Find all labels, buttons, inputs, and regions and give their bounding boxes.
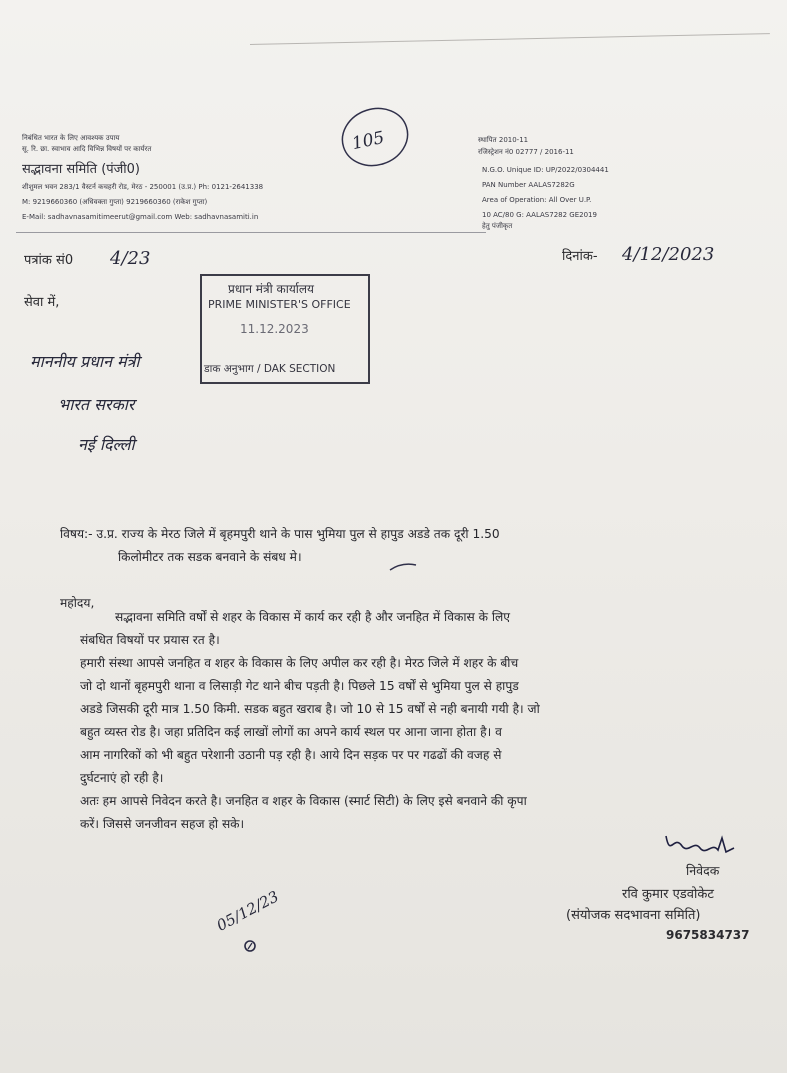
subject-line2: किलोमीटर तक सडक बनवाने के संबध मे। (118, 550, 302, 564)
paper-fold-line (250, 33, 770, 45)
letterhead-email-web: E-Mail: sadhavnasamitimeerut@gmail.com Web: sadhavnasamiti.in (22, 213, 259, 221)
signatory-title: (संयोजक सदभावना समिति) (566, 908, 701, 923)
signatory-name: रवि कुमार एडवोकेट (622, 887, 714, 902)
stamp-line4: डाक अनुभाग / DAK SECTION (204, 363, 336, 375)
established-year: स्थापित 2010-11 (478, 136, 529, 144)
date-value: 4/12/2023 (622, 244, 715, 265)
organization-name: सद्भावना समिति (पंजी0) (22, 162, 141, 177)
letterhead-divider (16, 232, 486, 233)
circled-number: 105 (350, 127, 387, 155)
date-label: दिनांक- (562, 249, 598, 264)
body-line-4: जो दो थानों बृहमपुरी थाना व लिसाड़ी गेट थाने बीच पड़ती है। पिछले 15 वर्षों से भुमिया पुल से हापुड (80, 679, 519, 693)
registration-footnote: हेतु पंजीकृत (482, 222, 513, 230)
body-line-3: हमारी संस्था आपसे जनहित व शहर के विकास के लिए अपील कर रही है। मेरठ जिले में शहर के बीच (80, 656, 519, 670)
salutation: महोदय, (60, 596, 95, 610)
signatory-phone: 9675834737 (666, 928, 750, 942)
letterhead-mobile: M: 9219660360 (अधिवक्ता गुप्ता) 9219660360 (राकेश गुप्ता) (22, 198, 208, 206)
stamp-line2: PRIME MINISTER'S OFFICE (208, 298, 351, 311)
pmo-received-stamp (200, 274, 370, 384)
letterhead-address: शीशुमल भवन 283/1 वैस्टर्न कचहरी रोड, मेरठ - 250001 (उ.प्र.) Ph: 0121-2641338 (22, 183, 264, 191)
marginal-circle-mark (240, 936, 260, 956)
pan-number: PAN Number AALAS7282G (482, 181, 575, 189)
body-line-2: संबधित विषयों पर प्रयास रत है। (80, 633, 220, 647)
stamp-line1: प्रधान मंत्री कार्यालय (228, 282, 315, 296)
addressee-line2: भारत सरकार (58, 395, 135, 414)
marginal-date-note: 05/12/23 (213, 887, 282, 935)
ngo-id: N.G.O. Unique ID: UP/2022/0304441 (482, 166, 609, 174)
body-line-5: अडडे जिसकी दूरी मात्र 1.50 किमी. सडक बहुत खराब है। जो 10 से 15 वर्षों से नही बनायी गयी है। जो (80, 702, 540, 716)
stamp-date: 11.12.2023 (240, 322, 309, 336)
closing-nivedak: निवेदक (686, 863, 720, 878)
signature (660, 828, 740, 864)
letterhead-line2: सू. रि. छा. स्वाभाव आदि विभिन्न विषयों पर कार्यरत (22, 145, 152, 153)
tax-exemption: 10 AC/80 G: AALAS7282 GE2019 (482, 211, 597, 219)
seva-mein: सेवा में, (24, 295, 60, 310)
body-line-10: करें। जिससे जनजीवन सहज हो सके। (80, 817, 245, 831)
letter-number-value: 4/23 (110, 248, 151, 269)
registration-number: रजिस्ट्रेशन नं0 02777 / 2016-11 (478, 148, 574, 156)
addressee-line1: माननीय प्रधान मंत्री (30, 352, 140, 371)
body-line-9: अतः हम आपसे निवेदन करते है। जनहित व शहर के विकास (स्मार्ट सिटी) के लिए इसे बनवाने की कृपा (80, 794, 527, 808)
addressee-line3: नई दिल्ली (78, 435, 135, 454)
pen-tick-mark (388, 560, 418, 574)
area-of-operation: Area of Operation: All Over U.P. (482, 196, 592, 204)
body-line-1: सद्भावना समिति वर्षों से शहर के विकास में कार्य कर रही है और जनहित में विकास के लिए (115, 610, 510, 624)
body-line-6: बहुत व्यस्त रोड है। जहा प्रतिदिन कई लाखों लोगों का अपने कार्य स्थल पर आना जाना होता है। व (80, 725, 502, 739)
letterhead-line1: निबंधित भारत के लिए आवश्यक उपाय (22, 134, 120, 142)
body-line-8: दुर्घटनाएं हो रही है। (80, 771, 164, 785)
subject-line1: विषय:- उ.प्र. राज्य के मेरठ जिले में बृहमपुरी थाने के पास भुमिया पुल से हापुड अडडे तक दूरी 1.50 (60, 527, 500, 541)
body-line-7: आम नागरिकों को भी बहुत परेशानी उठानी पड़ रही है। आये दिन सड़क पर पर गढढों की वजह से (80, 748, 502, 762)
letter-number-label: पत्रांक सं0 (24, 253, 74, 268)
